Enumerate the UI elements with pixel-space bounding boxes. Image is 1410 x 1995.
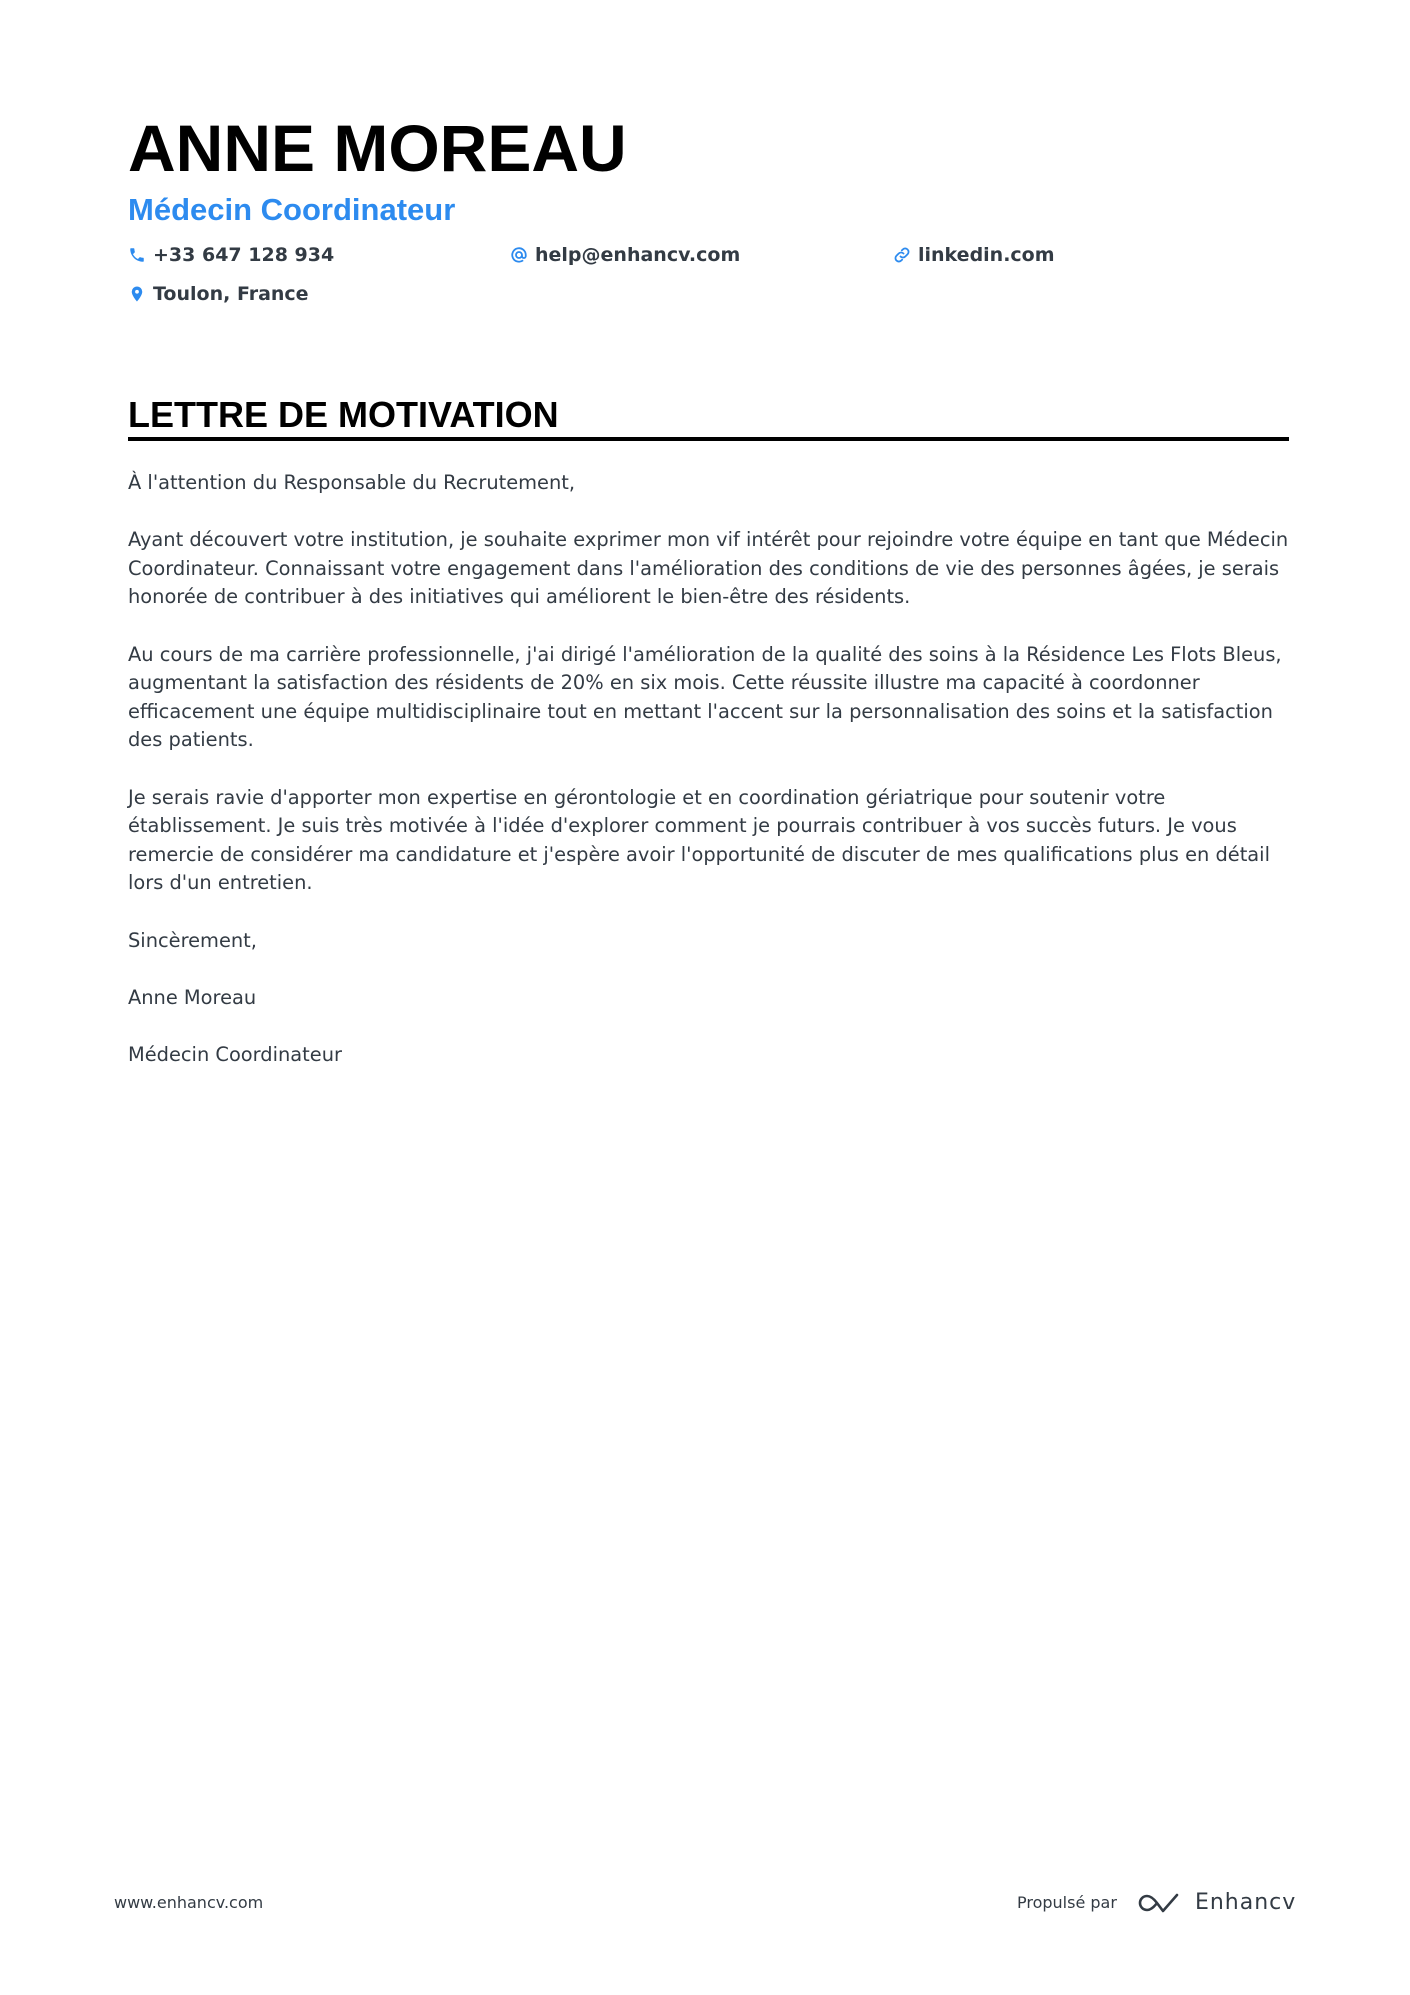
section-divider: [128, 437, 1289, 441]
link-icon: [893, 246, 911, 264]
candidate-role: Médecin Coordinateur: [128, 192, 456, 227]
letter-closing: Sincèrement,: [128, 928, 257, 952]
enhancv-logo-icon: [1137, 1891, 1183, 1915]
contact-location: [128, 281, 309, 307]
section-title: LETTRE DE MOTIVATION: [128, 394, 559, 435]
candidate-name: ANNE MOREAU: [128, 111, 627, 185]
contact-email-text[interactable]: help@enhancv.com: [535, 244, 741, 266]
letter-paragraph-2: Au cours de ma carrière professionnelle, j'ai dirigé l'amélioration de la qualité des soins à la Résidence Les Flots Bleus, augmentant la satisfaction des résidents de 20% en six mois. Cette réussite illustre ma capacité à coordonner efficacement une équipe multidisciplinaire tout en mettant l'accent sur la personnalisation des soins et la satisfaction des patients.: [128, 642, 1282, 752]
signature-name: Anne Moreau: [128, 985, 257, 1009]
brand-name: Enhancv: [1194, 1890, 1297, 1915]
footer-url[interactable]: www.enhancv.com: [114, 1893, 264, 1912]
letter-greeting: À l'attention du Responsable du Recrutement,: [128, 471, 576, 494]
contact-email: [510, 242, 740, 268]
contact-phone: [128, 242, 334, 268]
contact-link: [893, 242, 1055, 268]
powered-by-label: Propulsé par: [1017, 1893, 1117, 1912]
letter-paragraph-3: Je serais ravie d'apporter mon expertise en gérontologie et en coordination gériatrique pour soutenir votre établissement. Je suis très motivée à l'idée d'explorer comment je pourrais contribuer à vos succès futurs. Je vous remercie de considérer ma candidature et j'espère avoir l'opportunité de discuter de mes qualifications plus en détail lors d'un entretien.: [128, 785, 1270, 895]
at-icon: [510, 246, 528, 264]
letter-paragraph-1: Ayant découvert votre institution, je souhaite exprimer mon vif intérêt pour rejoindre votre équipe en tant que Médecin Coordinateur. Connaissant votre engagement dans l'amélioration des conditions de vie des personnes âgées, je serais honorée de contribuer à des initiatives qui améliorent le bien-être des résidents.: [128, 528, 1289, 609]
contact-phone-text: +33 647 128 934: [153, 244, 335, 266]
contact-location-text: Toulon, France: [153, 283, 309, 305]
map-pin-icon: [128, 285, 146, 303]
signature-title: Médecin Coordinateur: [128, 1042, 342, 1066]
phone-icon: [128, 246, 146, 264]
contact-link-text[interactable]: linkedin.com: [918, 244, 1055, 266]
letter-body: [128, 469, 1298, 1098]
footer-powered-by: [1017, 1890, 1296, 1915]
